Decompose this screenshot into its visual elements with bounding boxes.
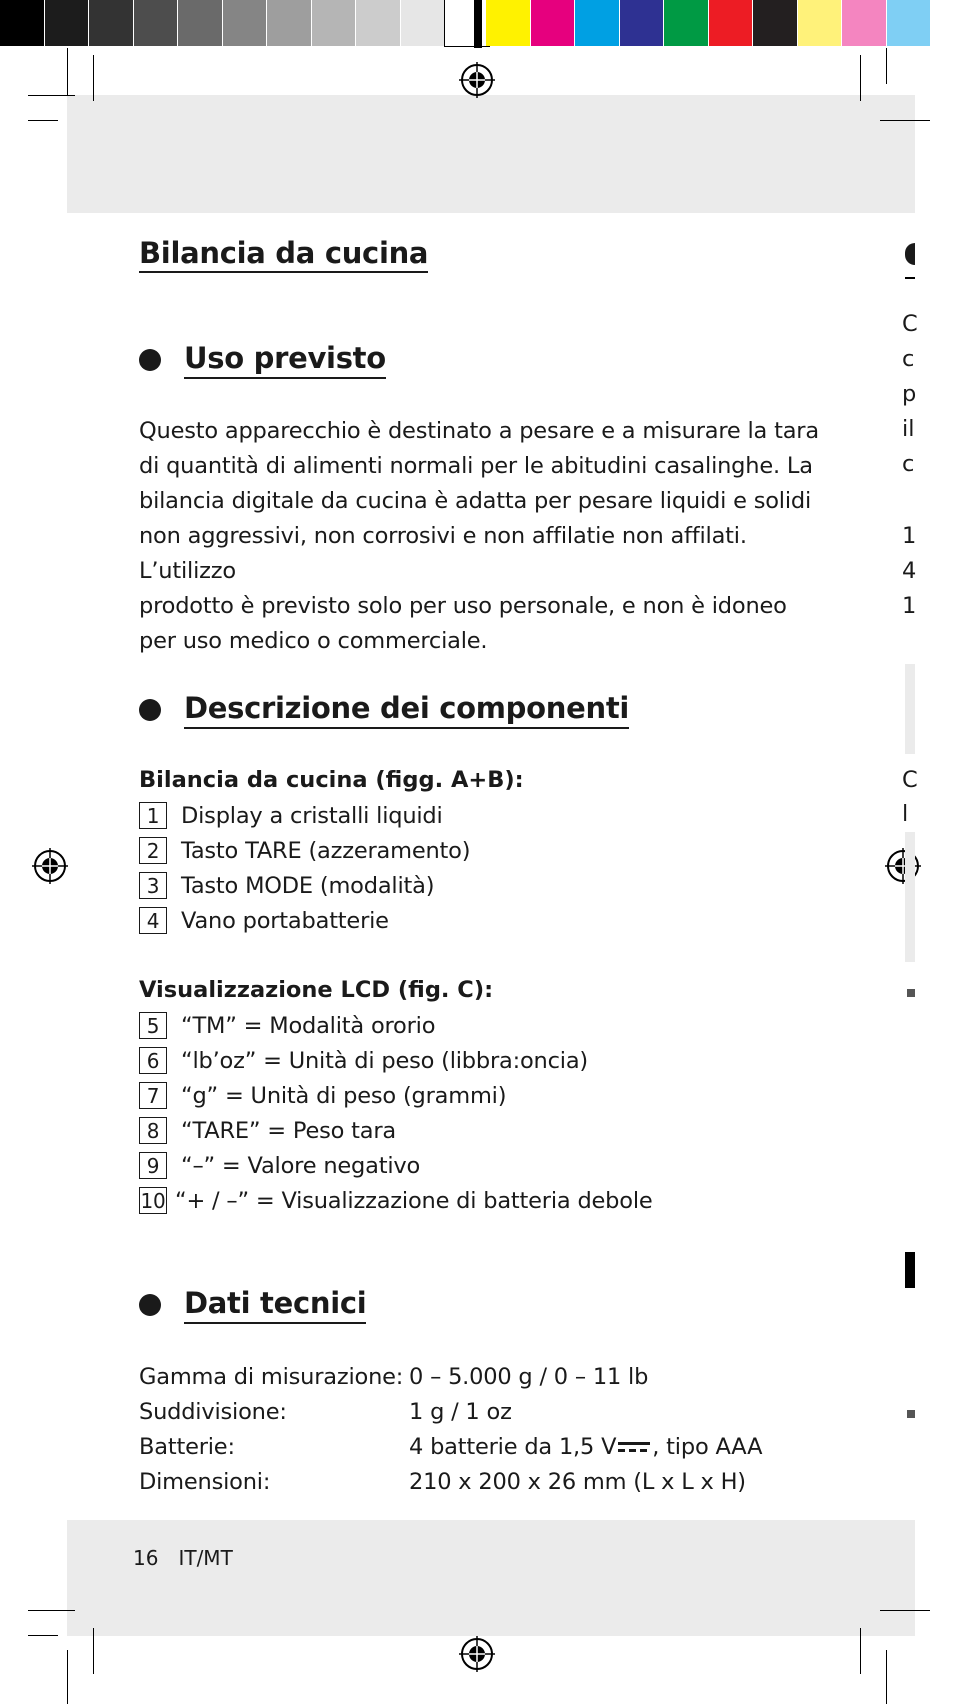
color-swatch: [620, 0, 664, 46]
bilancia-parts-list: [139, 798, 470, 938]
spec-label: Gamma di misurazione:: [139, 1363, 404, 1390]
registration-mark-icon: [459, 1636, 495, 1672]
print-color-bar: [0, 0, 954, 48]
crop-mark: [880, 1610, 930, 1611]
paragraph-line: per uso medico o commerciale.: [139, 628, 488, 654]
color-swatch: [178, 0, 222, 46]
bullet-icon: [139, 349, 161, 371]
color-bar-separator: [474, 0, 482, 48]
item-text: Vano portabatterie: [181, 907, 389, 934]
item-text: “TARE” = Peso tara: [181, 1117, 397, 1144]
list-item: [139, 903, 470, 938]
list-item: [139, 1043, 653, 1078]
color-swatch: [709, 0, 753, 46]
color-swatch: [575, 0, 619, 46]
item-number: 1: [139, 802, 167, 829]
paragraph-line: di quantità di alimenti normali per le abitudini casalinghe. La: [139, 453, 813, 479]
list-item: [139, 798, 470, 833]
item-text: “g” = Unità di peso (grammi): [181, 1082, 507, 1109]
color-swatch: [134, 0, 178, 46]
spec-label: Suddivisione:: [139, 1398, 287, 1425]
color-swatch: [531, 0, 575, 46]
item-text: Display a cristalli liquidi: [181, 802, 443, 829]
section-heading-text: Uso previsto: [184, 340, 386, 379]
item-text: “–” = Valore negativo: [181, 1152, 421, 1179]
section-heading-text: Dati tecnici: [184, 1285, 366, 1324]
color-swatch: [664, 0, 708, 46]
list-item: [139, 868, 470, 903]
item-number: 8: [139, 1117, 167, 1144]
crop-mark: [880, 120, 930, 121]
section-heading-dati-tecnici: [139, 1285, 366, 1324]
spec-value-post: , tipo AAA: [652, 1433, 763, 1460]
spec-value-pre: 4 batterie da 1,5 V: [409, 1433, 617, 1460]
next-page-glyph: 1: [902, 593, 917, 619]
registration-mark-icon: [459, 62, 495, 98]
crop-mark: [67, 48, 68, 96]
bullet-icon: [139, 1294, 161, 1316]
item-text: “lb’oz” = Unità di peso (libbra:oncia): [181, 1047, 589, 1074]
item-number: 5: [139, 1012, 167, 1039]
specs-table: [139, 1359, 762, 1499]
next-page-glyph: il: [902, 416, 915, 442]
registration-mark-icon: [32, 848, 68, 884]
color-swatch: [223, 0, 267, 46]
list-item: [139, 1008, 653, 1043]
page-footer: [133, 1546, 233, 1570]
item-text: Tasto TARE (azzeramento): [181, 837, 471, 864]
lcd-subheading: Visualizzazione LCD (fig. C):: [139, 977, 494, 1003]
item-text: “TM” = Modalità ororio: [181, 1012, 436, 1039]
uso-previsto-paragraph: [139, 414, 829, 659]
item-number: 2: [139, 837, 167, 864]
color-swatch: [312, 0, 356, 46]
page-number: 16: [133, 1546, 159, 1570]
spec-value: 210 x 200 x 26 mm (L x L x H): [409, 1468, 746, 1495]
next-page-glyph: 1: [902, 523, 917, 549]
color-swatch: [0, 0, 44, 46]
next-page-glyph: c: [902, 451, 915, 477]
next-page-square-bullet: [907, 1410, 915, 1418]
crop-mark: [28, 1635, 58, 1636]
next-page-glyph: C: [902, 311, 918, 337]
item-text: “+ / –” = Visualizzazione di batteria debole: [175, 1187, 653, 1214]
color-swatch: [89, 0, 133, 46]
next-page-box-fragment: [905, 664, 915, 754]
next-page-heading-fragment: [905, 1252, 915, 1288]
crop-mark: [93, 55, 94, 101]
crop-mark: [860, 55, 861, 101]
spec-label: Batterie:: [139, 1433, 235, 1460]
item-number: 10: [140, 1188, 166, 1213]
color-swatch: [356, 0, 400, 46]
color-swatch: [267, 0, 311, 46]
paragraph-line: non aggressivi, non corrosivi e non affilatie non affilati. L’utilizzo: [139, 523, 747, 584]
language-code: IT/MT: [178, 1546, 233, 1570]
color-swatch: [401, 0, 445, 46]
section-heading-text: Descrizione dei componenti: [184, 690, 629, 729]
next-page-glyph: 4: [902, 558, 917, 584]
item-number: 7: [139, 1082, 167, 1109]
spec-label: Dimensioni:: [139, 1468, 271, 1495]
crop-mark: [886, 48, 887, 84]
crop-mark: [886, 1650, 887, 1704]
crop-mark: [93, 1628, 94, 1674]
section-heading-componenti: [139, 690, 629, 729]
next-page-glyph: C: [902, 767, 918, 793]
item-text: Tasto MODE (modalità): [181, 872, 435, 899]
section-heading-uso-previsto: [139, 340, 386, 379]
item-number: 9: [139, 1152, 167, 1179]
list-item: [139, 1148, 653, 1183]
crop-mark: [860, 1628, 861, 1674]
next-page-box-fragment: [905, 832, 915, 962]
spec-row: [139, 1429, 762, 1464]
color-swatch: [842, 0, 886, 46]
crop-mark: [67, 1650, 68, 1704]
footer-band: [67, 1520, 915, 1636]
color-swatch: [486, 0, 530, 46]
page-title: Bilancia da cucina: [139, 236, 428, 273]
dc-symbol-icon: [618, 1440, 650, 1454]
spec-value: [409, 1434, 762, 1460]
bullet-icon: [139, 699, 161, 721]
color-swatch: [753, 0, 797, 46]
spec-row: [139, 1359, 762, 1394]
registration-mark-icon: [885, 848, 921, 884]
paragraph-line: prodotto è previsto solo per uso personale, e non è idoneo: [139, 593, 787, 619]
next-page-glyph: c: [902, 346, 915, 372]
next-page-underline-fragment: [905, 277, 915, 279]
paragraph-line: bilancia digitale da cucina è adatta per pesare liquidi e solidi: [139, 488, 812, 514]
next-page-square-bullet: [907, 989, 915, 997]
lcd-items-list: [139, 1008, 653, 1218]
crop-mark: [28, 120, 58, 121]
list-item: [139, 833, 470, 868]
paragraph-line: Questo apparecchio è destinato a pesare e a misurare la tara: [139, 418, 819, 444]
spec-row: [139, 1464, 762, 1499]
item-number: 4: [139, 907, 167, 934]
list-item: [139, 1113, 653, 1148]
bilancia-subheading: Bilancia da cucina (figg. A+B):: [139, 767, 524, 793]
color-swatch: [45, 0, 89, 46]
item-number: 3: [139, 872, 167, 899]
spec-row: [139, 1394, 762, 1429]
header-band: [67, 95, 915, 213]
next-page-bullet-fragment: [905, 243, 915, 265]
list-item: [139, 1078, 653, 1113]
color-swatch: [887, 0, 931, 46]
crop-mark: [28, 1610, 75, 1611]
list-item: [139, 1183, 653, 1218]
color-swatch: [798, 0, 842, 46]
next-page-glyph: p: [902, 381, 917, 407]
spec-value: 0 – 5.000 g / 0 – 11 lb: [409, 1363, 649, 1390]
next-page-glyph: l: [902, 801, 909, 827]
crop-mark: [28, 95, 75, 96]
spec-value: 1 g / 1 oz: [409, 1398, 512, 1425]
item-number: 6: [139, 1047, 167, 1074]
